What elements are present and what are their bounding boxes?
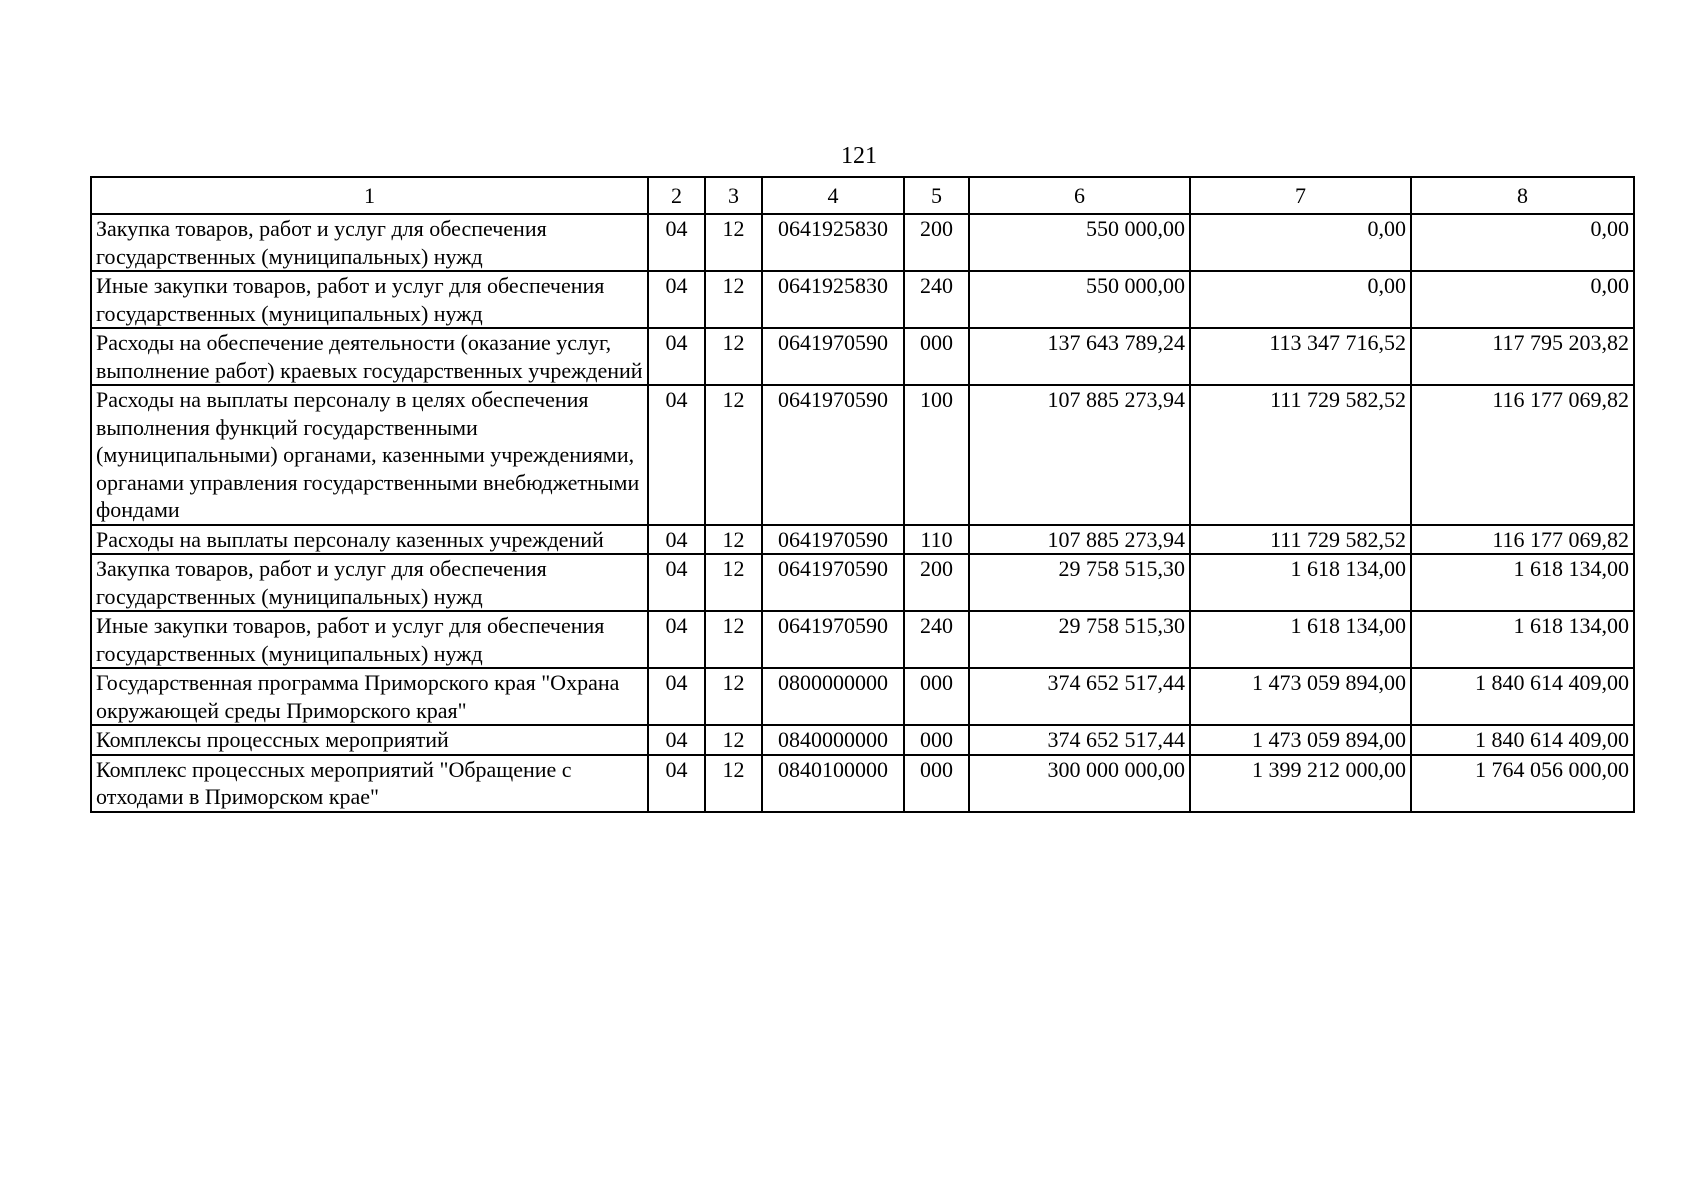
- subsection-code: 12: [705, 271, 762, 328]
- table-row: [91, 668, 1634, 725]
- column-header: 8: [1411, 177, 1634, 214]
- column-header: 7: [1190, 177, 1411, 214]
- expense-name: Расходы на выплаты персоналу казенных учреждений: [91, 525, 648, 555]
- expense-name: Закупка товаров, работ и услуг для обеспечения государственных (муниципальных) нужд: [91, 214, 648, 271]
- section-code: 04: [648, 525, 705, 555]
- table-row: [91, 755, 1634, 812]
- amount-column-8: 1 764 056 000,00: [1411, 755, 1634, 812]
- target-article-code: 0641970590: [762, 554, 904, 611]
- expense-type-code: 100: [904, 385, 969, 525]
- amount-column-7: 1 618 134,00: [1190, 611, 1411, 668]
- target-article-code: 0641925830: [762, 271, 904, 328]
- subsection-code: 12: [705, 725, 762, 755]
- expense-name: Иные закупки товаров, работ и услуг для обеспечения государственных (муниципальных) нужд: [91, 611, 648, 668]
- table-row: [91, 214, 1634, 271]
- amount-column-6: 107 885 273,94: [969, 385, 1190, 525]
- table-row: [91, 385, 1634, 525]
- target-article-code: 0641970590: [762, 525, 904, 555]
- target-article-code: 0641925830: [762, 214, 904, 271]
- amount-column-6: 300 000 000,00: [969, 755, 1190, 812]
- section-code: 04: [648, 755, 705, 812]
- table-row: [91, 328, 1634, 385]
- expense-name: Расходы на обеспечение деятельности (оказание услуг, выполнение работ) краевых государственных учреждений: [91, 328, 648, 385]
- amount-column-7: 113 347 716,52: [1190, 328, 1411, 385]
- subsection-code: 12: [705, 525, 762, 555]
- expense-type-code: 240: [904, 271, 969, 328]
- table-row: [91, 725, 1634, 755]
- expense-type-code: 110: [904, 525, 969, 555]
- amount-column-8: 116 177 069,82: [1411, 525, 1634, 555]
- target-article-code: 0840100000: [762, 755, 904, 812]
- expense-name: Расходы на выплаты персоналу в целях обеспечения выполнения функций государственными (муниципальными) органами, казенными учреждениями, органами управления государственными внебюджетными фондами: [91, 385, 648, 525]
- section-code: 04: [648, 214, 705, 271]
- target-article-code: 0800000000: [762, 668, 904, 725]
- amount-column-8: 1 840 614 409,00: [1411, 725, 1634, 755]
- expense-type-code: 000: [904, 328, 969, 385]
- column-header: 3: [705, 177, 762, 214]
- subsection-code: 12: [705, 214, 762, 271]
- amount-column-6: 374 652 517,44: [969, 668, 1190, 725]
- amount-column-7: 1 399 212 000,00: [1190, 755, 1411, 812]
- subsection-code: 12: [705, 668, 762, 725]
- table-header-row: [91, 177, 1634, 214]
- amount-column-8: 1 618 134,00: [1411, 554, 1634, 611]
- table-row: [91, 271, 1634, 328]
- section-code: 04: [648, 611, 705, 668]
- amount-column-8: 0,00: [1411, 214, 1634, 271]
- amount-column-6: 29 758 515,30: [969, 554, 1190, 611]
- section-code: 04: [648, 385, 705, 525]
- amount-column-8: 1 840 614 409,00: [1411, 668, 1634, 725]
- column-header: 6: [969, 177, 1190, 214]
- expense-type-code: 240: [904, 611, 969, 668]
- subsection-code: 12: [705, 385, 762, 525]
- expense-type-code: 200: [904, 554, 969, 611]
- amount-column-7: 1 618 134,00: [1190, 554, 1411, 611]
- expense-name: Иные закупки товаров, работ и услуг для обеспечения государственных (муниципальных) нужд: [91, 271, 648, 328]
- section-code: 04: [648, 328, 705, 385]
- column-header: 1: [91, 177, 648, 214]
- expense-name: Комплексы процессных мероприятий: [91, 725, 648, 755]
- amount-column-6: 29 758 515,30: [969, 611, 1190, 668]
- subsection-code: 12: [705, 554, 762, 611]
- expense-type-code: 000: [904, 668, 969, 725]
- column-header: 5: [904, 177, 969, 214]
- amount-column-8: 116 177 069,82: [1411, 385, 1634, 525]
- subsection-code: 12: [705, 611, 762, 668]
- amount-column-6: 137 643 789,24: [969, 328, 1190, 385]
- amount-column-7: 1 473 059 894,00: [1190, 668, 1411, 725]
- target-article-code: 0641970590: [762, 611, 904, 668]
- section-code: 04: [648, 725, 705, 755]
- amount-column-7: 111 729 582,52: [1190, 525, 1411, 555]
- target-article-code: 0840000000: [762, 725, 904, 755]
- amount-column-7: 111 729 582,52: [1190, 385, 1411, 525]
- expense-name: Комплекс процессных мероприятий "Обращение с отходами в Приморском крае": [91, 755, 648, 812]
- amount-column-8: 117 795 203,82: [1411, 328, 1634, 385]
- amount-column-8: 1 618 134,00: [1411, 611, 1634, 668]
- page-number: 121: [841, 143, 877, 169]
- expense-name: Закупка товаров, работ и услуг для обеспечения государственных (муниципальных) нужд: [91, 554, 648, 611]
- amount-column-6: 550 000,00: [969, 271, 1190, 328]
- column-header: 2: [648, 177, 705, 214]
- subsection-code: 12: [705, 328, 762, 385]
- budget-table: [90, 176, 1635, 813]
- amount-column-8: 0,00: [1411, 271, 1634, 328]
- expense-type-code: 000: [904, 725, 969, 755]
- section-code: 04: [648, 271, 705, 328]
- table-row: [91, 525, 1634, 555]
- section-code: 04: [648, 668, 705, 725]
- amount-column-6: 374 652 517,44: [969, 725, 1190, 755]
- table-row: [91, 611, 1634, 668]
- target-article-code: 0641970590: [762, 385, 904, 525]
- amount-column-7: 0,00: [1190, 214, 1411, 271]
- amount-column-7: 0,00: [1190, 271, 1411, 328]
- amount-column-6: 550 000,00: [969, 214, 1190, 271]
- section-code: 04: [648, 554, 705, 611]
- amount-column-7: 1 473 059 894,00: [1190, 725, 1411, 755]
- expense-type-code: 000: [904, 755, 969, 812]
- expense-type-code: 200: [904, 214, 969, 271]
- amount-column-6: 107 885 273,94: [969, 525, 1190, 555]
- column-header: 4: [762, 177, 904, 214]
- subsection-code: 12: [705, 755, 762, 812]
- expense-name: Государственная программа Приморского края "Охрана окружающей среды Приморского края": [91, 668, 648, 725]
- table-row: [91, 554, 1634, 611]
- target-article-code: 0641970590: [762, 328, 904, 385]
